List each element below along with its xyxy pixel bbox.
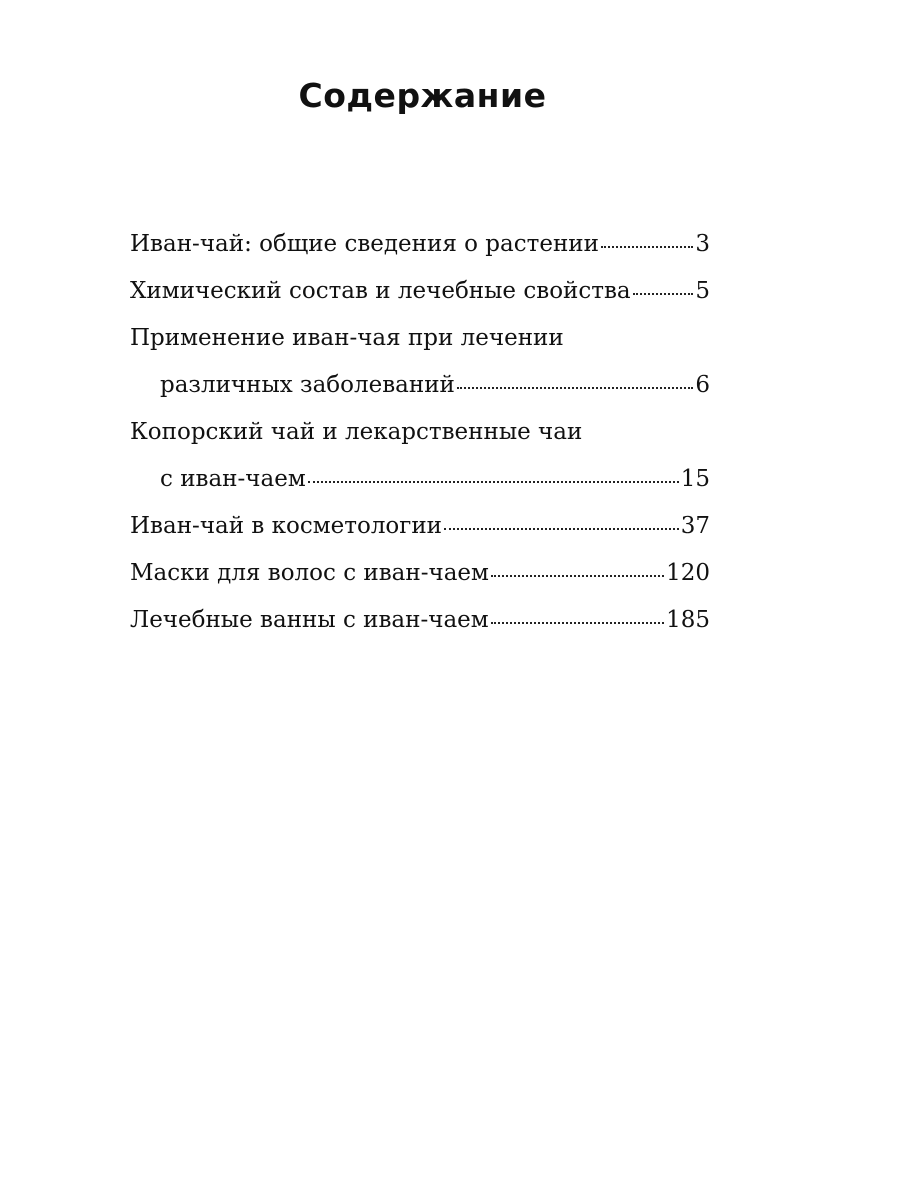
toc-page-number: 6	[695, 372, 710, 398]
toc-entry-title: Копорский чай и лекарственные чаи	[130, 419, 583, 445]
dot-leader	[601, 245, 693, 248]
toc-entry-title: Применение иван-чая при лечении	[130, 325, 564, 351]
toc-page-number: 5	[695, 278, 710, 304]
toc-entry-title: Иван-чай: общие сведения о растении	[130, 231, 599, 257]
toc-entry-7	[130, 600, 710, 647]
toc-entry-title: Химический состав и лечебные свойства	[130, 278, 631, 304]
toc-entry-title-continued: различных заболеваний	[160, 372, 455, 398]
toc-entry-4-line-2	[130, 459, 710, 506]
dot-leader	[491, 574, 664, 577]
dot-leader	[457, 386, 693, 389]
toc-page-number: 15	[680, 466, 710, 492]
dot-leader	[444, 527, 679, 530]
dot-leader	[491, 621, 664, 624]
dot-leader	[633, 292, 694, 295]
toc-page-number: 37	[680, 513, 710, 539]
toc-page-number: 3	[695, 231, 710, 257]
toc-page-number: 120	[666, 560, 710, 586]
toc-entry-5	[130, 506, 710, 553]
toc-page-number: 185	[666, 607, 710, 633]
dot-leader	[308, 480, 679, 483]
toc-entry-3-line-2	[130, 365, 710, 412]
toc-entry-1	[130, 224, 710, 271]
page-title: Содержание	[298, 76, 547, 115]
toc-entry-title: Маски для волос с иван-чаем	[130, 560, 489, 586]
toc-entry-6	[130, 553, 710, 600]
table-of-contents	[130, 224, 710, 647]
toc-entry-3-line-1	[130, 318, 710, 365]
toc-entry-title: Лечебные ванны с иван-чаем	[130, 607, 489, 633]
toc-entry-title-continued: с иван-чаем	[160, 466, 306, 492]
toc-entry-4-line-1	[130, 412, 710, 459]
toc-entry-title: Иван-чай в косметологии	[130, 513, 442, 539]
toc-entry-2	[130, 271, 710, 318]
